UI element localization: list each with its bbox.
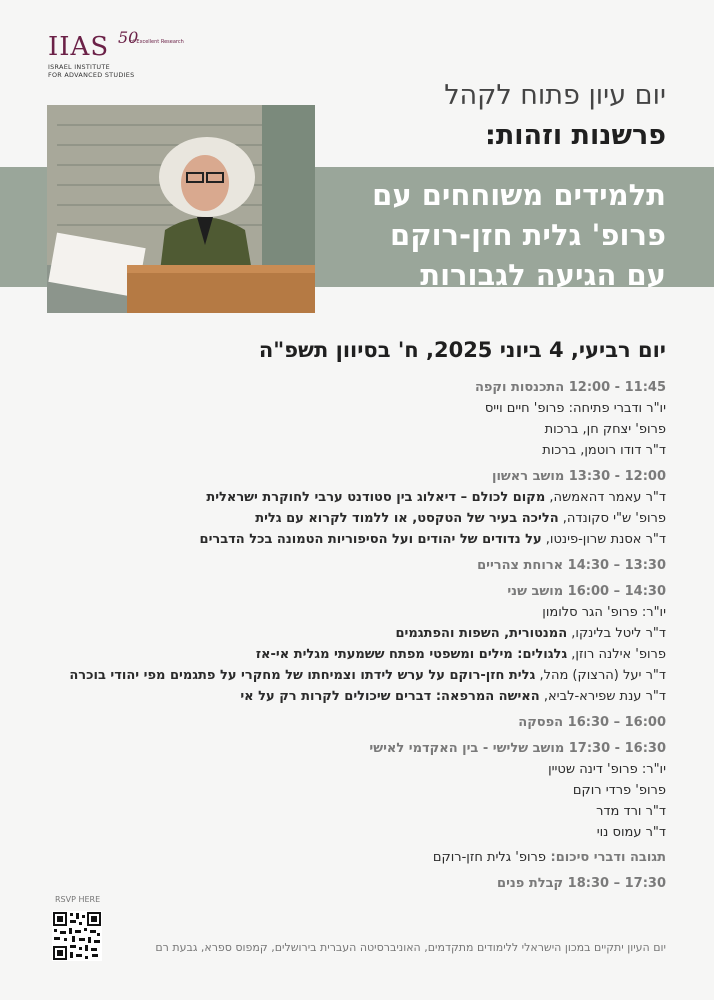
program-line: פרופ' פרדי רוקם — [572, 783, 666, 798]
talk-title: על נדודים של יהודים ועל הסיפוריות הטמונה בכל הדברים — [199, 532, 542, 547]
logo-subtitle — [48, 63, 188, 79]
program-line: ד"ר דודו רוטמן, ברכות — [542, 443, 666, 458]
session-first: 12:00 - 13:30 מושב ראשון — [491, 469, 666, 484]
program-line: יו"ר: פרופ' הגר סלומון — [542, 605, 666, 620]
speaker-photo — [47, 105, 315, 313]
logo-subtitle-line1: ISRAEL INSTITUTE — [48, 63, 110, 71]
logo-anniversary: 50 — [118, 28, 139, 47]
talk-title: גלגולים: מילים ומשפטי מפתח ששמעתי מגלית אי-אז — [255, 647, 568, 662]
iias-logo — [48, 28, 188, 79]
program-line — [46, 644, 666, 665]
closing-remarks — [46, 847, 666, 868]
closing-speaker: פרופ' גלית חזן-רוקם — [432, 850, 546, 865]
event-subtitle-line1: תלמידים משוחחים עם — [372, 178, 666, 212]
speaker-name: ד"ר ליטל בלינקו, — [567, 626, 666, 641]
program-line — [46, 487, 666, 508]
closing-label: תגובה ודברי סיכום: — [545, 850, 666, 865]
logo-subtitle-line2: FOR ADVANCED STUDIES — [48, 71, 135, 79]
session-third: 16:30 - 17:30 מושב שלישי - בין האקדמי לאישי — [369, 741, 666, 756]
program-line — [46, 686, 666, 707]
rsvp-qr-code[interactable] — [52, 911, 102, 961]
session-break: 16:00 – 16:30 הפסקה — [518, 715, 666, 730]
program-line — [46, 623, 666, 644]
program-line: יו"ר: פרופ' דינה שטיין — [548, 762, 666, 777]
logo-anniversary-tag: of Excellent Research — [130, 39, 184, 45]
event-subtitle-line3: עם הגיעה לגבורות — [420, 258, 666, 292]
event-title-line2: פרשנות וזהות: — [485, 120, 666, 151]
venue-footer: יום העיון יתקיים במכון הישראלי ללימודים מתקדמים, האוניברסיטה העברית בירושלים, קמפוס ספרא, גבעת רם — [155, 941, 666, 954]
event-subtitle-line2: פרופ' גלית חזן-רוקם — [390, 218, 666, 252]
program-line: ד"ר עמוס נוי — [596, 825, 666, 840]
event-date: יום רביעי, 4 ביוני 2025, ח' בסיוון תשפ"ה — [258, 338, 666, 362]
talk-title: מקום לכולם – דיאלוג בין סטודנט ערבי לחוקרת ישראלית — [206, 490, 546, 505]
session-reception: 17:30 – 18:30 קבלת פנים — [497, 876, 666, 891]
session-lunch: 13:30 – 14:30 ארוחת צהריים — [477, 558, 666, 573]
program-line — [46, 665, 666, 686]
speaker-name: ד"ר ענת שפירא-לביא, — [539, 689, 666, 704]
speaker-name: ד"ר עאמר דהאמשה, — [545, 490, 666, 505]
talk-title: האישה המרפאה: דברים שיכולים לקרות רק על אי — [240, 689, 540, 704]
speaker-name: ד"ר יעל (הרצוק) מהל, — [535, 668, 666, 683]
session-second: 14:30 – 16:00 מושב שני — [507, 584, 666, 599]
logo-wordmark: IIAS — [48, 32, 110, 62]
talk-title: גלית חזן-רוקם על ערש לידתו וצמיחתו של מחקרי על פתגמים מפי יהודי בוכרה — [69, 668, 536, 683]
event-title-line1: יום עיון פתוח לקהל — [444, 80, 666, 111]
rsvp-label: RSVP HERE — [55, 895, 101, 904]
talk-title: הליכה בעיר של הטקסט, או ללמוד לקרוא עם גלית — [255, 511, 559, 526]
program-line: ד"ר ורד מדר — [596, 804, 666, 819]
speaker-name: ד"ר אסנת שרון-פינטו, — [541, 532, 666, 547]
speaker-photo-illustration — [47, 105, 315, 313]
program-line: פרופ' יצחק חן, ברכות — [544, 422, 666, 437]
program-line — [46, 508, 666, 529]
program-schedule — [46, 372, 666, 894]
event-subtitle — [372, 175, 666, 295]
speaker-name: פרופ' ש"י סקונדה, — [558, 511, 666, 526]
qr-code-icon — [52, 911, 102, 961]
session-gathering: 11:45 - 12:00 התכנסות וקפה — [474, 380, 666, 395]
speaker-name: פרופ' אילנה רוזן, — [567, 647, 666, 662]
talk-title: המנטורית, השפות והפתגמים — [395, 626, 568, 641]
program-line: יו"ר ודברי פתיחה: פרופ' חיים וייס — [484, 401, 666, 416]
program-line — [46, 529, 666, 550]
